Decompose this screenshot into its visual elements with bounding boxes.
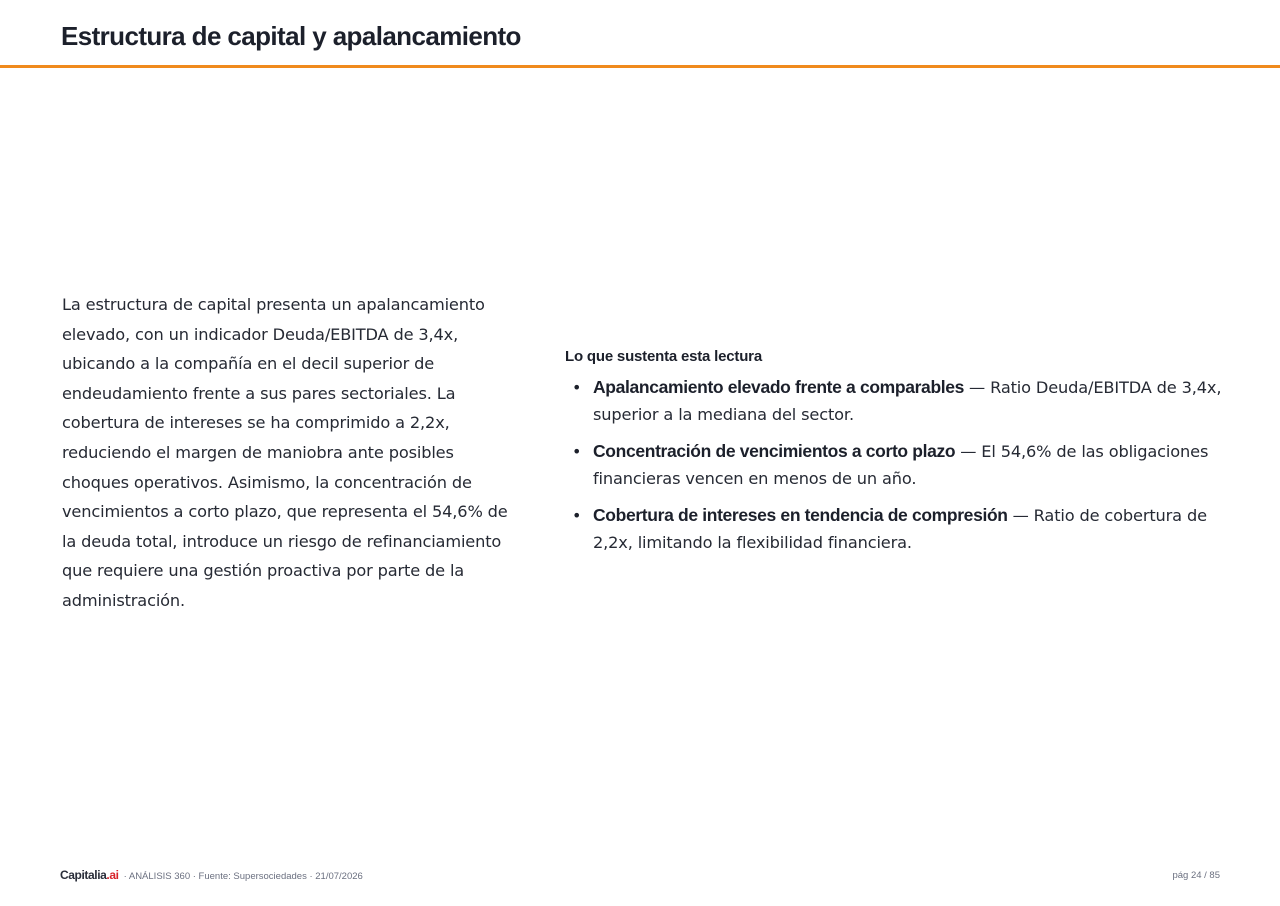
evidence-item-detail: — El 54,6% de las obligaciones financieras vencen en menos de un año. bbox=[593, 442, 1209, 488]
logo-text: Capitalia bbox=[60, 868, 107, 882]
logo-accent-text: .ai bbox=[106, 868, 119, 882]
footer-meta: · ANÁLISIS 360 · Fuente: Supersociedades · 21/07/2026 bbox=[123, 871, 363, 882]
evidence-item-title: Concentración de vencimientos a corto plazo bbox=[593, 441, 956, 461]
bullet-icon: • bbox=[572, 378, 582, 397]
page-title: Estructura de capital y apalancamiento bbox=[61, 21, 521, 51]
evidence-item bbox=[565, 438, 1225, 492]
evidence-heading: Lo que sustenta esta lectura bbox=[565, 348, 762, 365]
bullet-icon: • bbox=[572, 442, 582, 461]
evidence-list bbox=[565, 374, 1225, 556]
evidence-item bbox=[565, 502, 1225, 556]
evidence-item-title: Cobertura de intereses en tendencia de compresión bbox=[593, 505, 1008, 525]
page-header bbox=[0, 0, 1280, 68]
evidence-item bbox=[565, 374, 1225, 428]
evidence-item-detail: — Ratio de cobertura de 2,2x, limitando la flexibilidad financiera. bbox=[593, 506, 1207, 552]
footer-source bbox=[60, 868, 363, 882]
bullet-icon: • bbox=[572, 506, 582, 525]
page-footer bbox=[60, 868, 1220, 886]
summary-column bbox=[62, 290, 512, 616]
evidence-column bbox=[565, 348, 1225, 566]
summary-paragraph: La estructura de capital presenta un apalancamiento elevado, con un indicador Deuda/EBITDA de 3,4x, ubicando a la compañía en el decil superior de endeudamiento frente a sus pares sectoriales. La cobertura de intereses se ha comprimido a 2,2x, reduciendo el margen de maniobra ante posibles choques operativos. Asimismo, la concentración de vencimientos a corto plazo, que representa el 54,6% de la deuda total, introduce un riesgo de refinanciamiento que requiere una gestión proactiva por parte de la administración. bbox=[62, 295, 508, 610]
evidence-item-title: Apalancamiento elevado frente a comparables bbox=[593, 377, 965, 397]
evidence-item-detail: — Ratio Deuda/EBITDA de 3,4x, superior a la mediana del sector. bbox=[593, 378, 1222, 424]
brand-logo bbox=[60, 868, 119, 882]
page-number: pág 24 / 85 bbox=[1172, 870, 1220, 881]
